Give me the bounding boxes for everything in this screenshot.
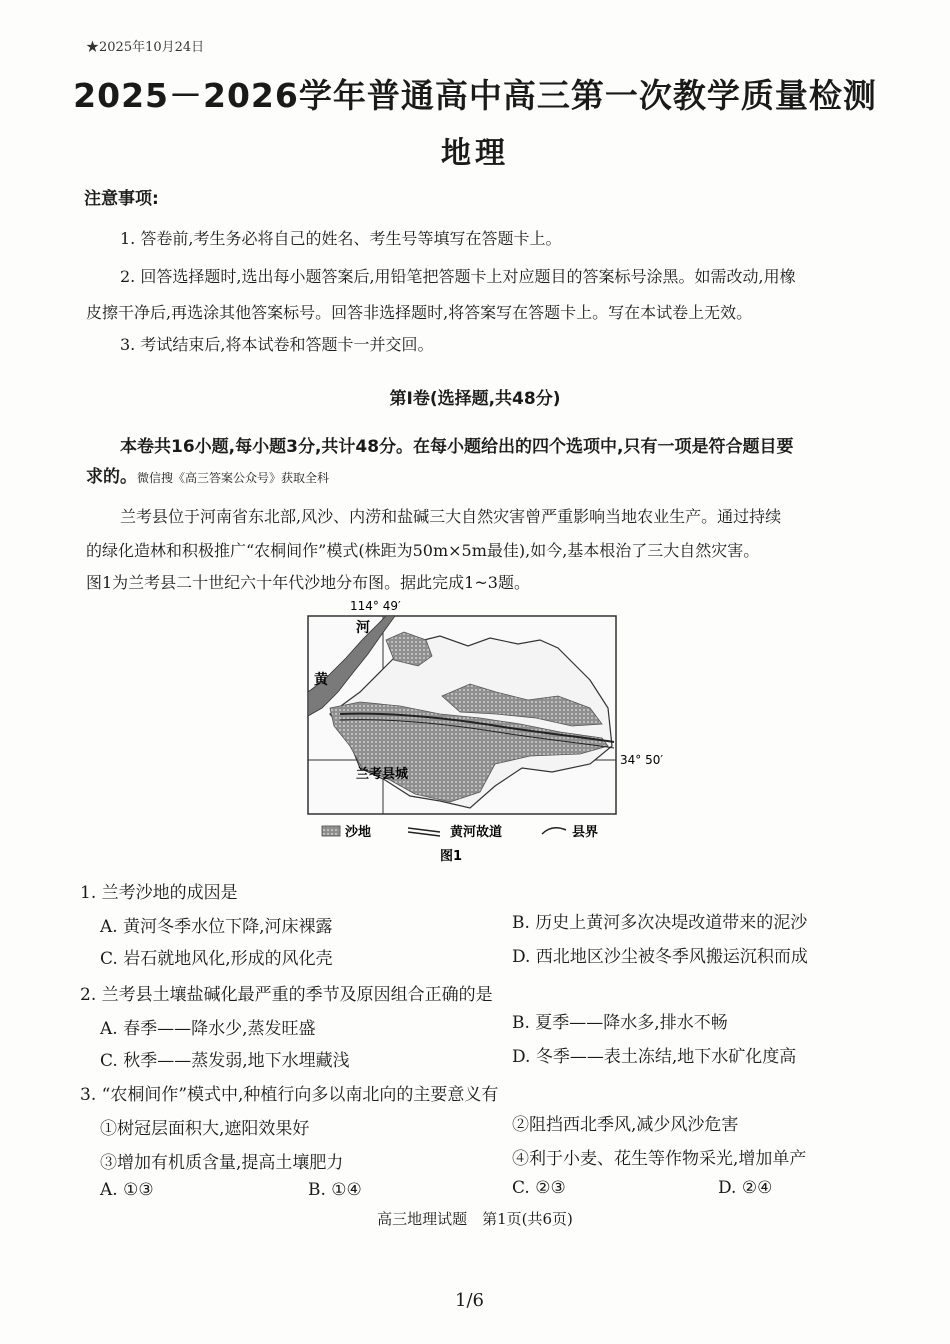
q3-option-b[interactable]: B. ①④ — [308, 1180, 362, 1200]
page-footer: 高三地理试题 第1页(共6页) — [377, 1210, 573, 1228]
page-number: 1/6 — [455, 1290, 484, 1311]
passage-line-1: 兰考县位于河南省东北部,风沙、内涝和盐碱三大自然灾害曾严重影响当地农业生产。通过持续 — [120, 507, 782, 526]
notice-item-2-cont: 皮擦干净后,再选涂其他答案标号。回答非选择题时,将答案写在答题卡上。写在本试卷上无效。 — [86, 303, 753, 322]
date-stamp: ★2025年10月24日 — [86, 40, 205, 55]
q3-option-d[interactable]: D. ②④ — [718, 1178, 773, 1198]
section-intro-text: 求的。 — [86, 467, 137, 487]
city-label: 兰考县城 — [356, 767, 409, 782]
q1-option-a[interactable]: A. 黄河冬季水位下降,河床裸露 — [100, 917, 333, 937]
passage-line-3: 图1为兰考县二十世纪六十年代沙地分布图。据此完成1~3题。 — [86, 573, 530, 592]
legend-boundary-symbol — [542, 828, 566, 834]
notice-item-3: 3. 考试结束后,将本试卷和答题卡一并交回。 — [120, 335, 434, 354]
section-title: 第Ⅰ卷(选择题,共48分) — [389, 389, 561, 409]
figure-caption: 图1 — [440, 849, 463, 864]
q2-option-a[interactable]: A. 春季——降水少,蒸发旺盛 — [100, 1019, 316, 1039]
legend-sand-label: 沙地 — [345, 825, 372, 840]
q3-statement-4: ④利于小麦、花生等作物采光,增加单产 — [512, 1149, 807, 1169]
q2-option-c[interactable]: C. 秋季——蒸发弱,地下水埋藏浅 — [100, 1051, 350, 1071]
legend-sand-swatch — [322, 826, 340, 836]
question-1-stem: 1. 兰考沙地的成因是 — [80, 883, 238, 903]
river-label-he: 河 — [356, 620, 370, 636]
q2-option-d[interactable]: D. 冬季——表土冻结,地下水矿化度高 — [512, 1047, 797, 1067]
q3-option-c[interactable]: C. ②③ — [512, 1178, 566, 1198]
passage-line-2: 的绿化造林和积极推广“农桐间作”模式(株距为50m×5m最佳),如今,基本根治了三大自然灾害。 — [86, 541, 760, 560]
legend-boundary-label: 县界 — [572, 825, 599, 840]
longitude-label: 114° 49′ — [350, 599, 401, 613]
q1-option-b[interactable]: B. 历史上黄河多次决堤改道带来的泥沙 — [512, 913, 808, 933]
q3-statement-1: ①树冠层面积大,遮阳效果好 — [100, 1119, 310, 1139]
question-3-stem: 3. “农桐间作”模式中,种植行向多以南北向的主要意义有 — [80, 1085, 499, 1105]
notice-heading: 注意事项: — [84, 189, 159, 209]
notice-item-2: 2. 回答选择题时,选出每小题答案后,用铅笔把答题卡上对应题目的答案标号涂黑。如需改动,用橡 — [120, 267, 796, 286]
exam-title: 2025－2026学年普通高中高三第一次教学质量检测 — [73, 76, 877, 115]
question-2-stem: 2. 兰考县土壤盐碱化最严重的季节及原因组合正确的是 — [80, 985, 493, 1005]
q1-option-c[interactable]: C. 岩石就地风化,形成的风化壳 — [100, 949, 333, 969]
sand-distribution-map — [290, 596, 664, 866]
legend-river-label: 黄河故道 — [450, 825, 503, 840]
river-label-huang: 黄 — [314, 672, 328, 688]
legend-river-symbol — [408, 828, 440, 836]
section-intro-line1: 本卷共16小题,每小题3分,共计48分。在每小题给出的四个选项中,只有一项是符合题目要 — [120, 437, 794, 457]
notice-item-1: 1. 答卷前,考生务必将自己的姓名、考生号等填写在答题卡上。 — [120, 229, 562, 248]
q1-option-d[interactable]: D. 西北地区沙尘被冬季风搬运沉积而成 — [512, 947, 808, 967]
q3-option-a[interactable]: A. ①③ — [100, 1180, 154, 1200]
section-intro-line2 — [86, 462, 329, 487]
q3-statement-3: ③增加有机质含量,提高土壤肥力 — [100, 1153, 344, 1173]
latitude-label: 34° 50′ — [620, 753, 664, 767]
q3-statement-2: ②阻挡西北季风,减少风沙危害 — [512, 1115, 739, 1135]
subject-title: 地理 — [441, 136, 509, 171]
q2-option-b[interactable]: B. 夏季——降水多,排水不畅 — [512, 1013, 728, 1033]
watermark-text: 微信搜《高三答案公众号》获取全科 — [137, 471, 330, 485]
